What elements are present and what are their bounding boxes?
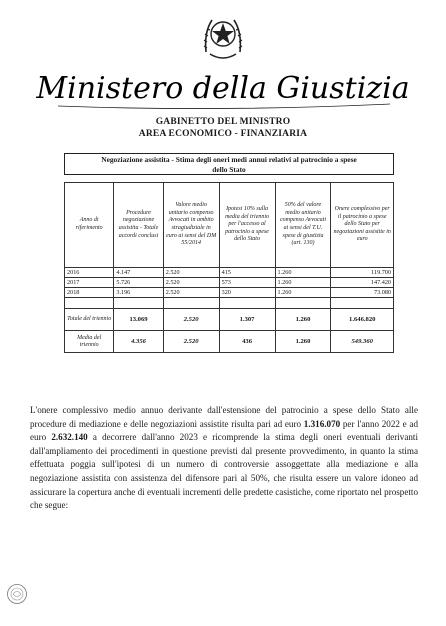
amount-2022: 1.316.070 [303,418,341,429]
table-total-row: Totale del triennio 13.069 2.520 1.307 1.260 1.646.820 [65,309,394,331]
ministry-name-script [30,62,416,114]
table-average-row: Media del triennio 4.356 2.520 436 1.260 549.360 [65,331,394,353]
amount-2023: 2.632.140 [51,432,88,443]
column-header: 50% del valore medio unitario compenso Avvocati ai sensi del T.U. spese di giustizia (art. 130) [275,183,331,268]
table-spacer-row [65,298,394,309]
column-header: Valore medio unitario compenso Avvocati in ambito stragiudiziale in euro ai sensi del DM 55/2014 [163,183,219,268]
column-header: Ipotesi 10% sulla media del triennio per l'accesso al patrocinio a spese dello Stato [219,183,275,268]
table-row: 2016 4.147 2.520 415 1.260 119.700 [65,268,394,278]
table-header-row [65,183,394,268]
table-title: Negoziazione assistita - Stima degli oneri medi annui relativi al patrocinio a spese dello Stato [64,153,394,175]
svg-text:Ministero della Giustizia: Ministero della Giustizia [36,71,410,106]
body-paragraph: L'onere complessivo medio annuo derivante dall'estensione del patrocinio a spese dello Stato alle procedure di mediazione e delle negoziazioni assistite risulta pari ad euro 1.316.070 per l'anno 2022 e ad euro 2.632.140 a decorrere dall'anno 2023 e ricomprende la stima degli oneri eventuali derivanti dall'ampliamento dei procedimenti in questione previsti dal presente provvedimento, in quanto la stima effettuata poggia sull'ipotesi di un numero di controversie assoggettate alla mediazione e alla negoziazione assistita con assistenza del difensore pari al 50%, che risulta essere un valore idoneo ad assicurare la copertura anche di eventuali incrementi delle predette casistiche, come riportato nel prospetto che segue: [30,405,418,511]
header-office: GABINETTO DEL MINISTRO [155,117,291,127]
column-header: Anno di riferimento [65,183,114,268]
cost-estimate-table [64,182,394,353]
column-header: Procedure negoziazione assistita - Totale accordi conclusi [114,183,163,268]
table-row: 2017 5.726 2.520 573 1.260 147.420 [65,278,394,288]
column-header: Onere complessivo per il patrocinio a spese dello Stato per negoziazioni assistite in euro [331,183,394,268]
official-seal-icon [6,583,28,605]
italian-republic-emblem-icon [200,8,246,64]
table-row: 2018 3.196 2.520 320 1.260 73.080 [65,288,394,298]
header-area: AREA ECONOMICO - FINANZIARIA [138,129,308,139]
document-header [0,116,446,140]
